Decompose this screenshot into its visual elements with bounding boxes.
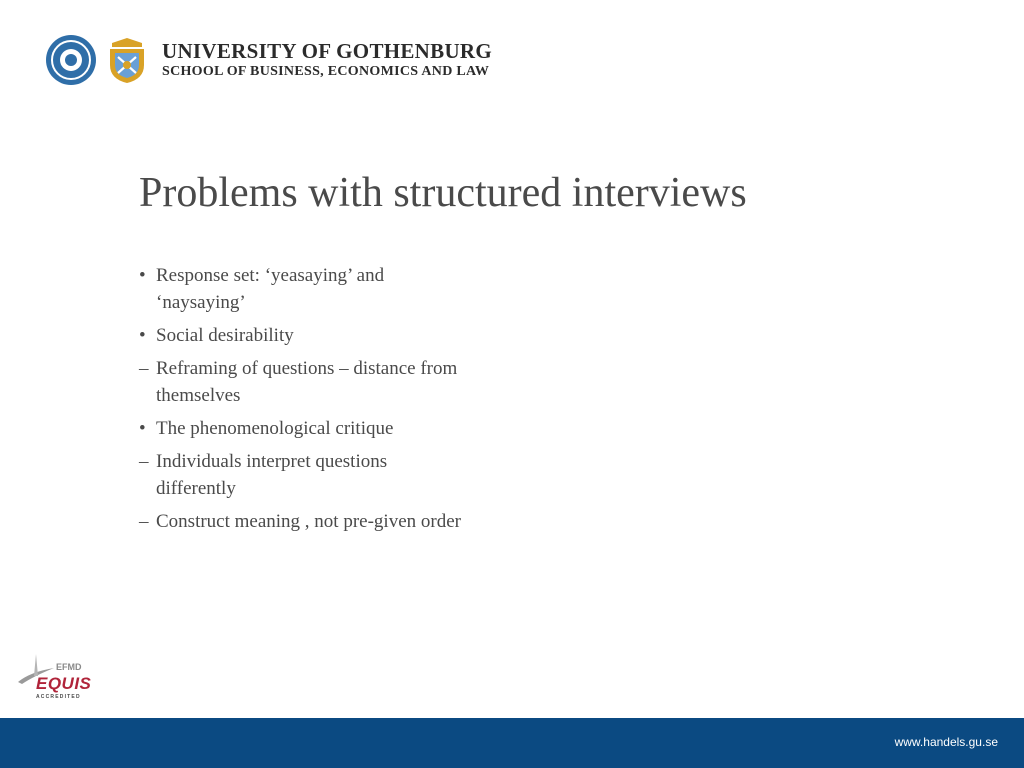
- bullet-item: [139, 508, 469, 535]
- bullet-text: The phenomenological critique: [156, 418, 394, 439]
- bullet-marker: –: [139, 451, 149, 472]
- bullet-marker: –: [139, 511, 149, 532]
- university-name: UNIVERSITY OF GOTHENBURG: [162, 39, 493, 63]
- coat-of-arms-icon: [104, 35, 150, 85]
- footer-url: www.handels.gu.se: [894, 735, 998, 749]
- bullet-item: [139, 355, 469, 409]
- footer-bar: [0, 718, 1024, 768]
- bullet-marker: –: [139, 358, 149, 379]
- bullet-text: Response set: ‘yeasaying’ and ‘naysaying’: [156, 265, 385, 313]
- bullet-text: Individuals interpret questions differently: [156, 451, 388, 499]
- bullet-item: [139, 448, 469, 502]
- bullet-list: [139, 262, 469, 541]
- efmd-label: EFMD: [56, 662, 82, 672]
- university-seal-icon: [46, 35, 96, 85]
- school-name: SCHOOL OF BUSINESS, ECONOMICS AND LAW: [162, 64, 490, 79]
- header-logos: [46, 34, 492, 86]
- bullet-item: [139, 262, 469, 316]
- equis-accreditation-logo: [16, 652, 92, 704]
- bullet-item: [139, 322, 469, 349]
- bullet-marker: •: [139, 265, 146, 286]
- bullet-text: Reframing of questions – distance from themselves: [156, 358, 458, 406]
- bullet-text: Construct meaning , not pre-given order: [156, 511, 461, 532]
- bullet-marker: •: [139, 418, 146, 439]
- equis-label: EQUIS: [36, 674, 92, 693]
- bullet-text: Social desirability: [156, 325, 294, 346]
- bullet-marker: •: [139, 325, 146, 346]
- bullet-item: [139, 415, 469, 442]
- slide-title: Problems with structured interviews: [139, 170, 747, 216]
- accredited-label: ACCREDITED: [36, 694, 81, 700]
- brand-text: [162, 39, 492, 81]
